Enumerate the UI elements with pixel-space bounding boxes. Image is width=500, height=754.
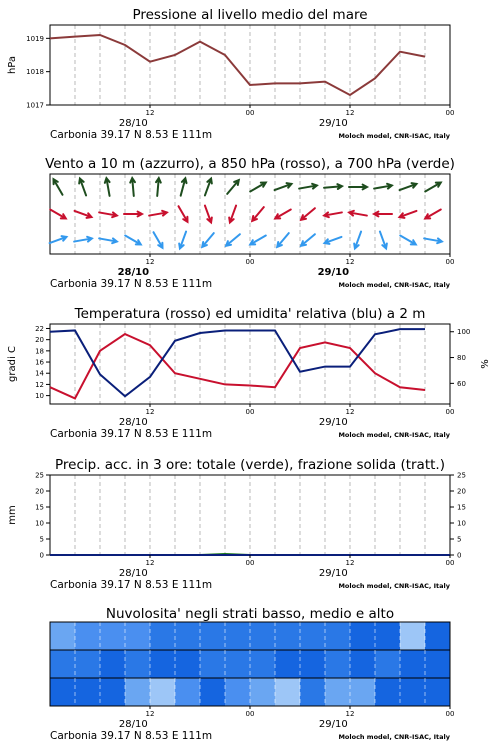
- y-tick-label: 1018: [26, 68, 44, 77]
- pressure-title: Pressione al livello medio del mare: [132, 7, 368, 23]
- cloud-cell: [400, 678, 426, 707]
- cloud-cell: [250, 622, 276, 651]
- cloud-cell: [425, 650, 451, 679]
- date-label: 28/10: [118, 568, 148, 579]
- x-tick-label: 00: [245, 408, 255, 416]
- y-tick-label: 22: [35, 324, 44, 333]
- cloud-cell: [175, 622, 201, 651]
- cloud-cell: [425, 678, 451, 707]
- wind-arrow-10m: [354, 232, 361, 249]
- cloud-cell: [100, 678, 126, 707]
- wind-arrow-700hpa: [156, 178, 161, 196]
- y-tick-label-right: 0: [457, 551, 462, 560]
- cloud-cell: [350, 650, 376, 679]
- wind-arrow-700hpa: [324, 184, 342, 189]
- date-label: 29/10: [318, 568, 348, 579]
- cloud-cell: [75, 650, 101, 679]
- cloud-cell: [150, 650, 176, 679]
- cloud-cell: [100, 622, 126, 651]
- cloud-cell: [250, 650, 276, 679]
- wind-arrow-10m: [380, 232, 387, 249]
- location-label: Carbonia 39.17 N 8.53 E 111m: [50, 428, 213, 440]
- precipitation-ylabel: mm: [7, 505, 18, 525]
- cloud-cell: [350, 622, 376, 651]
- wind-arrow-700hpa: [400, 183, 417, 190]
- wind-arrow-700hpa: [299, 184, 317, 189]
- cloud-cell: [400, 650, 426, 679]
- cloud-cell: [375, 678, 401, 707]
- y-tick-label: 20: [35, 336, 44, 345]
- clouds-panel: [50, 606, 454, 742]
- wind-arrow-10m: [325, 237, 342, 244]
- cloud-cell: [125, 622, 151, 651]
- wind-arrow-10m: [226, 234, 240, 246]
- y-tick-label: 16: [35, 358, 44, 367]
- wind-arrow-850hpa: [124, 212, 142, 217]
- x-tick-label: 00: [245, 710, 255, 718]
- wind-arrow-10m: [50, 236, 67, 243]
- x-tick-label: 12: [145, 710, 155, 718]
- date-label: 28/10: [118, 719, 148, 730]
- date-label: 28/10: [118, 118, 148, 129]
- x-tick-label: 00: [445, 258, 455, 266]
- credit-label: Moloch model, CNR-ISAC, Italy: [338, 733, 450, 741]
- pressure-frame: [50, 25, 450, 105]
- cloud-cell: [175, 650, 201, 679]
- y-tick-label-right: 10: [457, 519, 466, 528]
- x-tick-label: 12: [345, 710, 355, 718]
- wind-arrow-700hpa: [275, 183, 292, 190]
- pressure-line: [50, 35, 425, 95]
- cloud-cell: [50, 678, 76, 707]
- y-tick-label-right: 25: [457, 471, 466, 480]
- x-tick-label: 00: [445, 710, 455, 718]
- wind-arrow-850hpa: [252, 207, 264, 221]
- wind-arrow-850hpa: [75, 211, 92, 218]
- credit-label: Moloch model, CNR-ISAC, Italy: [338, 431, 450, 439]
- cloud-cell: [250, 678, 276, 707]
- credit-label: Moloch model, CNR-ISAC, Italy: [338, 582, 450, 590]
- wind-panel: [45, 156, 455, 290]
- wind-arrow-10m: [424, 238, 442, 243]
- y-tick-label: 10: [35, 519, 44, 528]
- cloud-cell: [75, 622, 101, 651]
- temperature-panel: [7, 306, 491, 440]
- date-label: 28/10: [118, 417, 148, 428]
- wind-arrow-10m: [74, 237, 92, 242]
- pressure-panel: [7, 7, 454, 141]
- location-label: Carbonia 39.17 N 8.53 E 111m: [50, 730, 213, 742]
- wind-arrow-850hpa: [50, 210, 66, 219]
- wind-arrow-700hpa: [205, 179, 212, 196]
- cloud-cell: [425, 622, 451, 651]
- y-tick-label-right: 80: [457, 354, 466, 363]
- x-tick-label: 12: [145, 109, 155, 117]
- y-tick-label: 5: [39, 535, 44, 544]
- y-tick-label: 12: [35, 380, 44, 389]
- y-tick-label: 1019: [26, 34, 44, 43]
- wind-arrow-10m: [99, 238, 117, 243]
- wind-arrow-850hpa: [149, 211, 167, 216]
- cloud-cell: [275, 622, 301, 651]
- humidity-ylabel-right: %: [480, 359, 491, 369]
- cloud-cell: [150, 678, 176, 707]
- wind-arrow-700hpa: [181, 178, 187, 195]
- cloud-cell: [225, 650, 251, 679]
- wind-arrow-850hpa: [374, 212, 392, 217]
- temperature-ylabel-left: gradi C: [7, 346, 18, 382]
- wind-arrow-850hpa: [229, 206, 236, 223]
- location-label: Carbonia 39.17 N 8.53 E 111m: [50, 278, 213, 290]
- wind-arrow-10m: [202, 233, 214, 247]
- wind-arrow-10m: [250, 236, 266, 245]
- date-label: 29/10: [318, 417, 348, 428]
- wind-arrow-700hpa: [54, 179, 63, 195]
- y-tick-label-right: 5: [457, 535, 462, 544]
- y-tick-label: 14: [35, 369, 44, 378]
- humidity-line: [50, 329, 425, 396]
- cloud-cell: [225, 622, 251, 651]
- y-tick-label-right: 15: [457, 503, 466, 512]
- precipitation-frame: [50, 475, 450, 555]
- precipitation-panel: [7, 457, 466, 591]
- cloud-cell: [375, 622, 401, 651]
- wind-arrow-850hpa: [179, 206, 188, 222]
- credit-label: Moloch model, CNR-ISAC, Italy: [338, 281, 450, 289]
- wind-arrow-10m: [301, 234, 315, 246]
- cloud-cell: [325, 650, 351, 679]
- x-tick-label: 12: [345, 408, 355, 416]
- y-tick-label: 20: [35, 487, 44, 496]
- cloud-cell: [50, 622, 76, 651]
- y-tick-label: 1017: [26, 101, 44, 110]
- cloud-cell: [75, 678, 101, 707]
- cloud-cell: [325, 622, 351, 651]
- cloud-cell: [300, 622, 326, 651]
- cloud-cell: [150, 622, 176, 651]
- cloud-cell: [350, 678, 376, 707]
- x-tick-label: 00: [445, 109, 455, 117]
- x-tick-label: 12: [345, 258, 355, 266]
- cloud-cell: [100, 650, 126, 679]
- wind-arrow-700hpa: [105, 178, 110, 196]
- temperature-frame: [50, 324, 450, 404]
- wind-arrow-700hpa: [130, 178, 135, 196]
- wind-arrow-850hpa: [349, 211, 367, 216]
- wind-arrow-10m: [154, 232, 163, 248]
- cloud-cell: [50, 650, 76, 679]
- cloud-cell: [125, 650, 151, 679]
- wind-arrow-10m: [277, 233, 289, 247]
- wind-arrow-850hpa: [301, 208, 315, 220]
- y-tick-label: 25: [35, 471, 44, 480]
- wind-arrow-850hpa: [400, 211, 417, 218]
- cloud-cell: [275, 650, 301, 679]
- x-tick-label: 00: [445, 408, 455, 416]
- cloud-cell: [225, 678, 251, 707]
- cloud-cell: [400, 622, 426, 651]
- wind-arrow-700hpa: [349, 185, 367, 190]
- y-tick-label: 15: [35, 503, 44, 512]
- cloud-cell: [300, 678, 326, 707]
- wind-arrow-700hpa: [227, 180, 239, 194]
- wind-arrow-700hpa: [374, 184, 392, 189]
- date-label: 29/10: [318, 118, 348, 129]
- wind-arrow-850hpa: [425, 210, 441, 219]
- y-tick-label: 0: [39, 551, 44, 560]
- wind-title: Vento a 10 m (azzurro), a 850 hPa (rosso), a 700 hPa (verde): [45, 156, 455, 172]
- location-label: Carbonia 39.17 N 8.53 E 111m: [50, 129, 213, 141]
- y-tick-label-right: 60: [457, 379, 466, 388]
- temperature-title: Temperatura (rosso) ed umidita' relativa (blu) a 2 m: [74, 306, 426, 322]
- location-label: Carbonia 39.17 N 8.53 E 111m: [50, 579, 213, 591]
- credit-label: Moloch model, CNR-ISAC, Italy: [338, 132, 450, 140]
- wind-arrow-10m: [400, 236, 416, 245]
- wind-arrow-850hpa: [324, 212, 342, 217]
- y-tick-label: 10: [35, 392, 44, 401]
- date-label: 29/10: [317, 267, 350, 278]
- cloud-cell: [300, 650, 326, 679]
- y-tick-label-right: 20: [457, 487, 466, 496]
- cloud-cell: [200, 650, 226, 679]
- wind-arrow-850hpa: [275, 210, 291, 219]
- cloud-cell: [375, 650, 401, 679]
- wind-arrow-700hpa: [425, 183, 441, 192]
- x-tick-label: 00: [245, 109, 255, 117]
- date-label: 29/10: [318, 719, 348, 730]
- cloud-cell: [125, 678, 151, 707]
- cloud-cell: [200, 622, 226, 651]
- x-tick-label: 12: [145, 258, 155, 266]
- cloud-cell: [325, 678, 351, 707]
- x-tick-label: 00: [445, 559, 455, 567]
- y-tick-label: 18: [35, 347, 44, 356]
- x-tick-label: 12: [145, 408, 155, 416]
- wind-arrow-850hpa: [205, 206, 212, 223]
- wind-arrow-700hpa: [250, 183, 266, 192]
- cloud-cell: [275, 678, 301, 707]
- date-label: 28/10: [117, 267, 150, 278]
- clouds-title: Nuvolosita' negli strati basso, medio e alto: [105, 606, 395, 622]
- wind-arrow-700hpa: [79, 179, 86, 196]
- x-tick-label: 00: [245, 258, 255, 266]
- x-tick-label: 12: [145, 559, 155, 567]
- y-tick-label-right: 100: [457, 328, 471, 337]
- pressure-ylabel: hPa: [7, 55, 18, 75]
- cloud-cell: [175, 678, 201, 707]
- cloud-cell: [200, 678, 226, 707]
- x-tick-label: 12: [345, 559, 355, 567]
- wind-arrow-850hpa: [99, 212, 117, 217]
- precipitation-title: Precip. acc. in 3 ore: totale (verde), frazione solida (tratt.): [55, 457, 445, 473]
- x-tick-label: 12: [345, 109, 355, 117]
- x-tick-label: 00: [245, 559, 255, 567]
- wind-arrow-10m: [179, 232, 186, 249]
- wind-arrow-10m: [125, 236, 141, 245]
